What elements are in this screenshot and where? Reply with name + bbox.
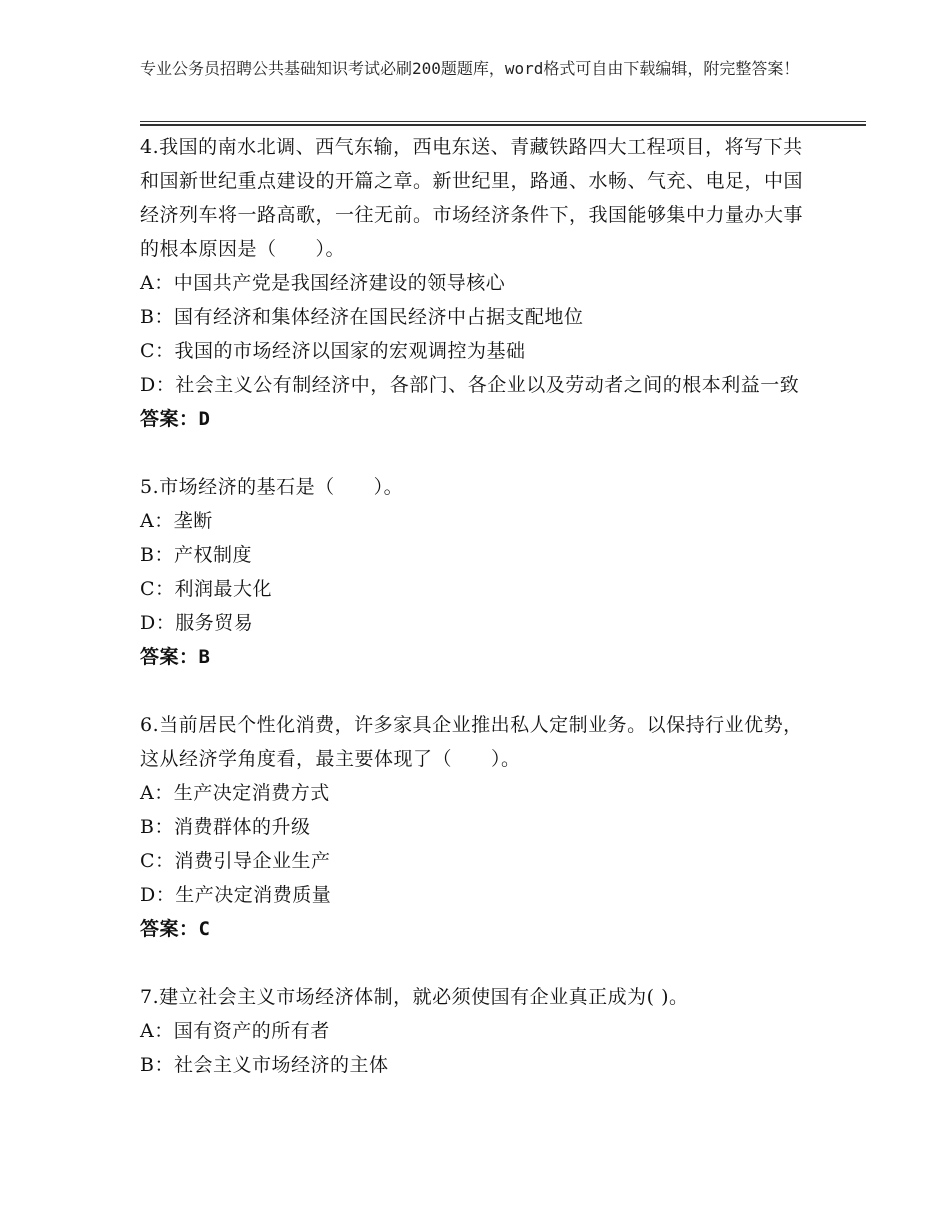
question-4-answer (140, 402, 820, 436)
question-5-option-d: D：服务贸易 (140, 612, 254, 634)
question-5-text: 5.市场经济的基石是（ ）。 (140, 476, 404, 498)
question-7-text: 7.建立社会主义市场经济体制，就必须使国有企业真正成为( )。 (140, 986, 689, 1008)
question-6 (140, 708, 820, 946)
answer-label: 答案： (140, 646, 199, 668)
header-divider-thick (140, 124, 866, 126)
document-header (140, 58, 820, 80)
question-4-option-d: D：社会主义公有制经济中，各部门、各企业以及劳动者之间的根本利益一致 (140, 374, 800, 396)
header-divider-thin (140, 121, 866, 122)
question-6-option-b: B：消费群体的升级 (140, 816, 311, 838)
question-6-option-c: C：消费引导企业生产 (140, 850, 331, 872)
question-5-option-a: A：垄断 (140, 510, 213, 532)
question-5-option-c: C：利润最大化 (140, 578, 273, 600)
question-7-option-b: B：社会主义市场经济的主体 (140, 1054, 389, 1076)
question-4-text: 4.我国的南水北调、西气东输，西电东送、青藏铁路四大工程项目，将写下共和国新世纪重点建设的开篇之章。新世纪里，路通、水畅、气充、电足，中国经济列车将一路高歌，一往无前。市场经济条件下，我国能够集中力量办大事的根本原因是（ ）。 (140, 136, 804, 260)
question-7-option-a: A：国有资产的所有者 (140, 1020, 330, 1042)
question-6-option-a: A：生产决定消费方式 (140, 782, 330, 804)
question-6-answer (140, 912, 820, 946)
question-4-option-c: C：我国的市场经济以国家的宏观调控为基础 (140, 340, 526, 362)
question-4-answer-value: D (198, 408, 211, 430)
answer-label: 答案： (140, 918, 199, 940)
header-intro-text: 专业公务员招聘公共基础知识考试必刷200题题库，word格式可自由下载编辑，附完整答案！ (140, 59, 800, 78)
question-5-option-b: B：产权制度 (140, 544, 252, 566)
question-5-answer-value: B (198, 646, 211, 668)
header-divider (140, 121, 866, 127)
question-5-answer (140, 640, 820, 674)
question-4 (140, 130, 820, 436)
question-7 (140, 980, 820, 1082)
question-6-answer-value: C (198, 918, 211, 940)
question-5 (140, 470, 820, 674)
answer-label: 答案： (140, 408, 199, 430)
question-6-text: 6.当前居民个性化消费，许多家具企业推出私人定制业务。以保持行业优势，这从经济学角度看，最主要体现了（ ）。 (140, 714, 803, 770)
question-4-option-a: A：中国共产党是我国经济建设的领导核心 (140, 272, 506, 294)
question-list (140, 130, 820, 1116)
question-4-option-b: B：国有经济和集体经济在国民经济中占据支配地位 (140, 306, 584, 328)
question-6-option-d: D：生产决定消费质量 (140, 884, 332, 906)
